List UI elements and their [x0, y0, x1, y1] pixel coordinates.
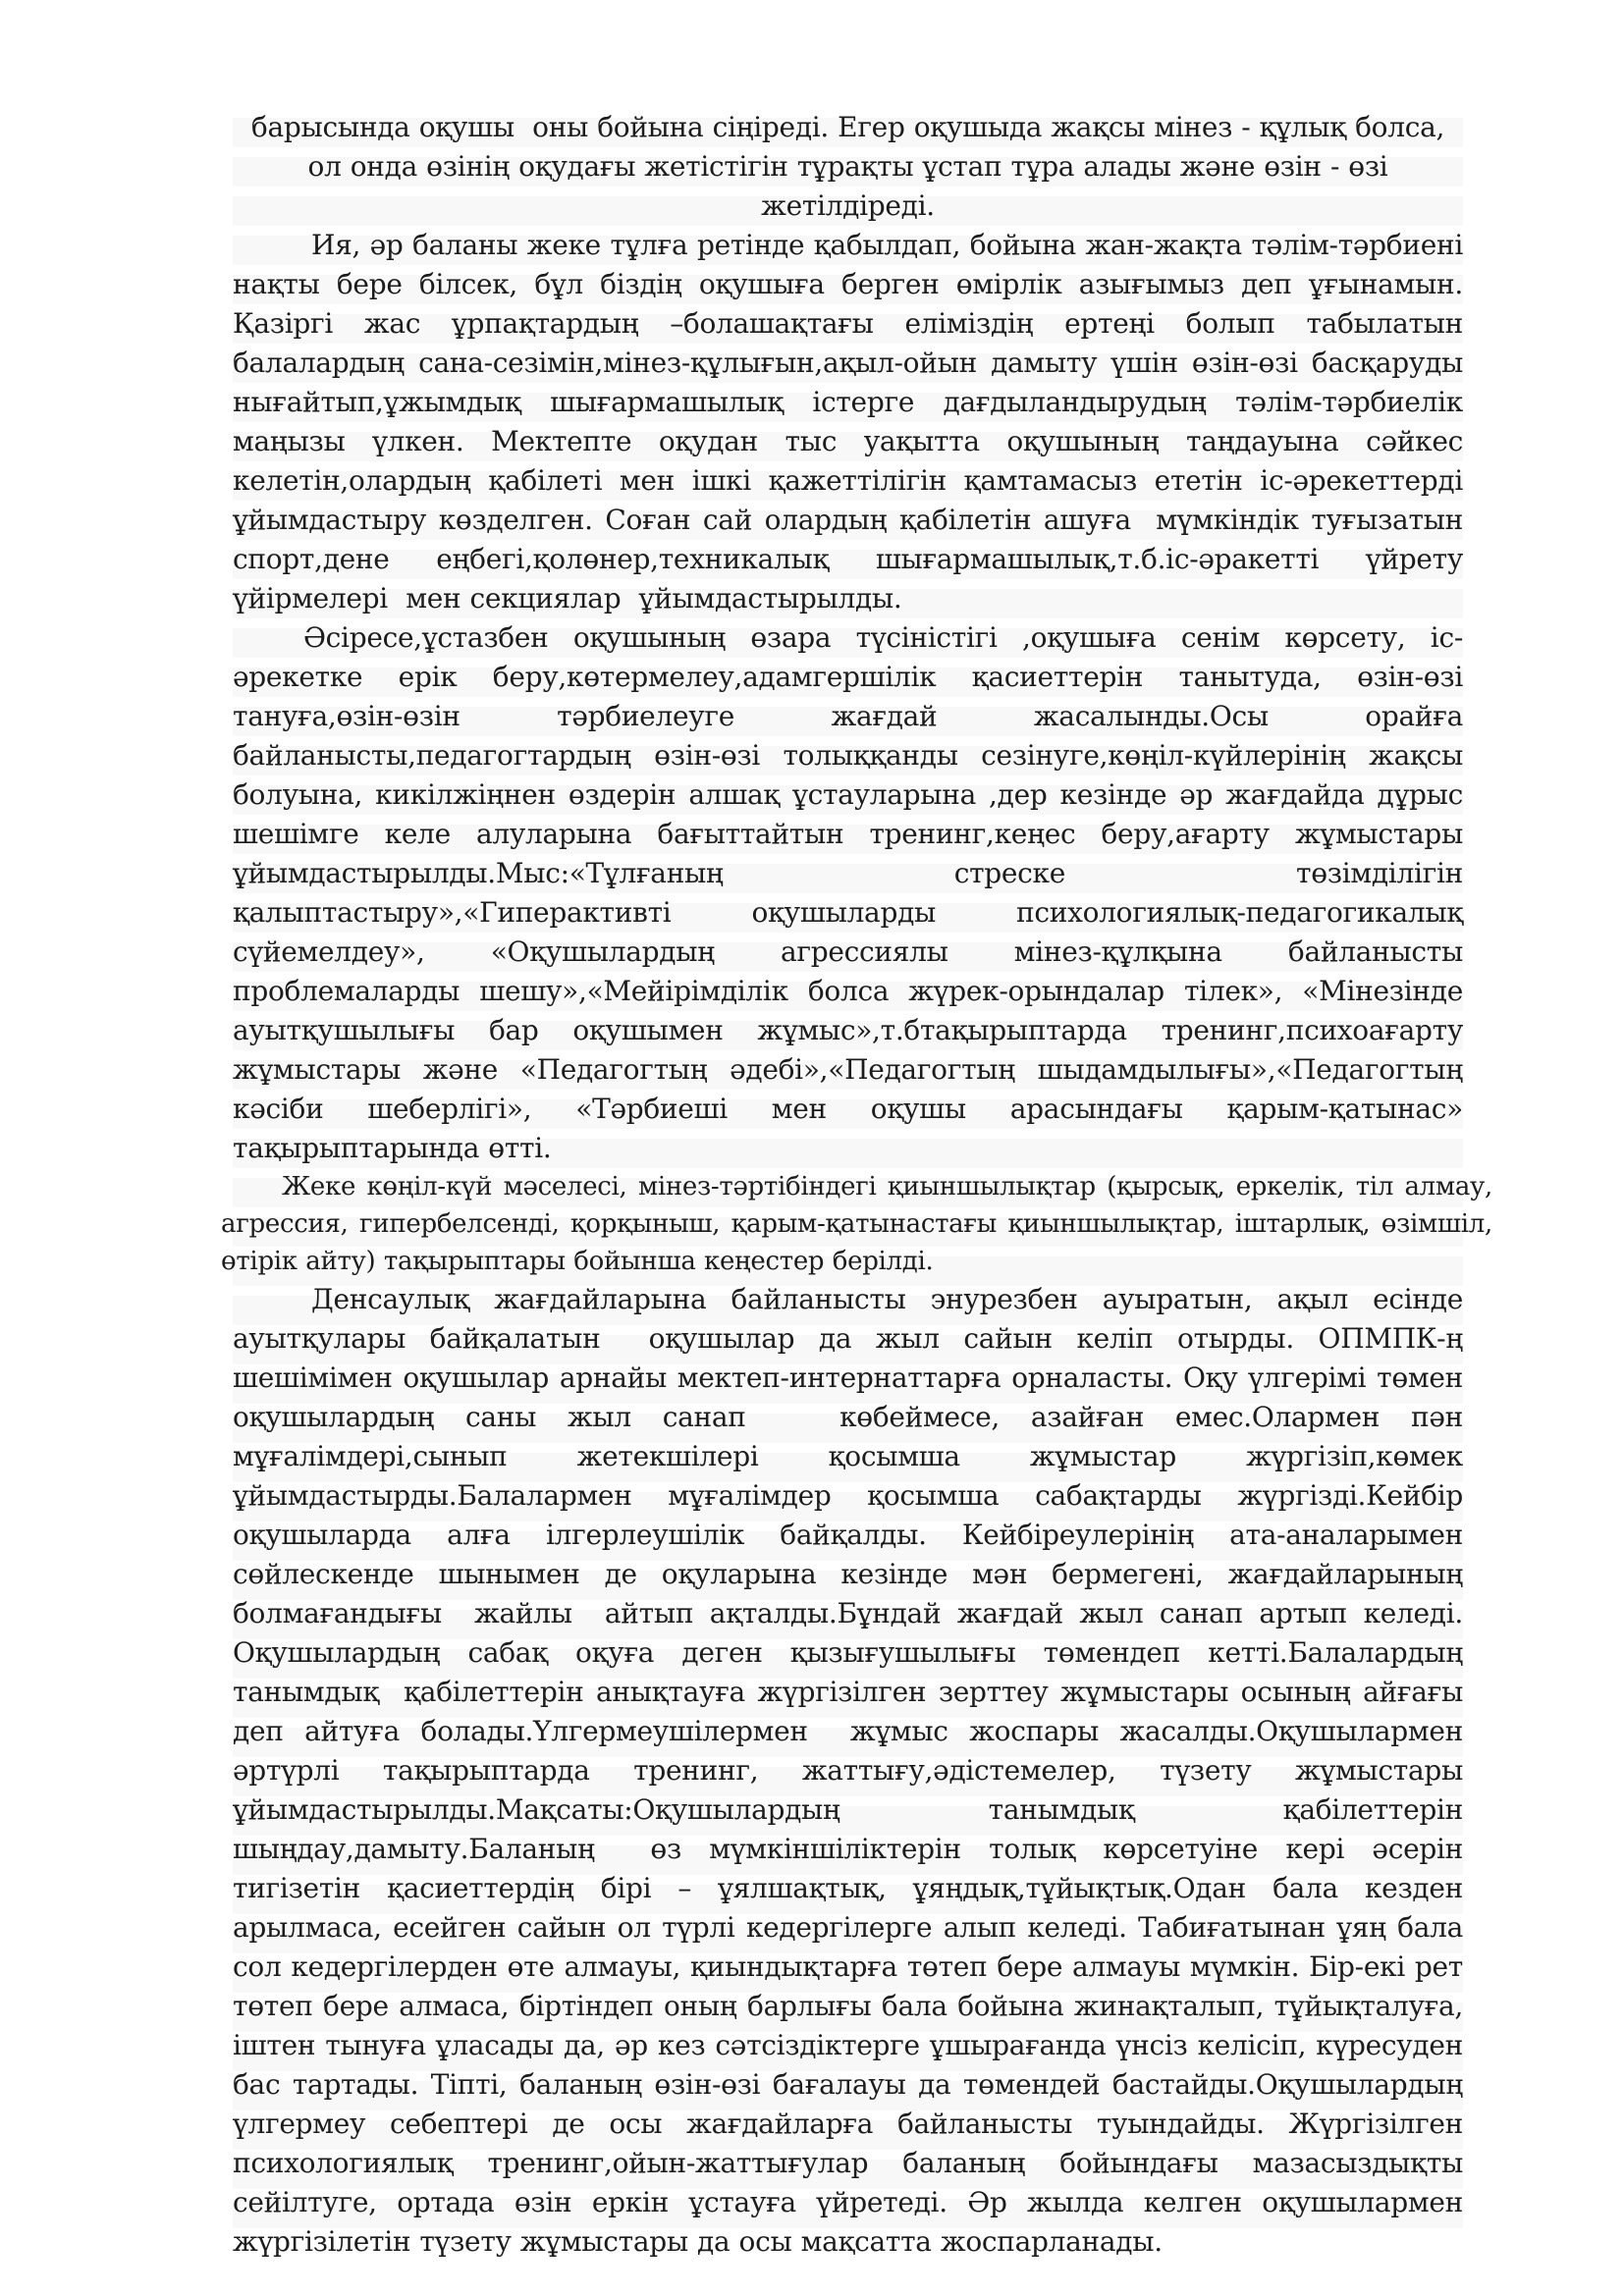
paragraph-body-4: Денсаулық жағдайларына байланысты энурезбен ауыратын, ақыл есінде ауытқулары байқалатын оқушылар да жыл сайын келіп отырды. ОПМПК-ң шешімімен оқушылар арнайы мектеп-интернаттарға орналасты. Оқу үлгерімі төмен оқушылардың саны жыл санап көбеймесе, азайған емес.Олармен пән мұғалімдері,сынып жетекшілері қосымша жұмыстар жүргізіп,көмек ұйымдастырды.Балалармен мұғалімдер қосымша сабақтарды жүргізді.Кейбір оқушыларда алға ілгерлеушілік байқалды. Кейбіреулерінің ата-аналарымен сөйлескенде шынымен де оқуларына кезінде мән бермегені, жағдайларының болмағандығы жайлы айтып ақталды.Бұндай жағдай жыл санап артып келеді. Оқушылардың сабақ оқуға деген қызығушылығы төмендеп кетті.Балалардың танымдық қабілеттерін анықтауға жүргізілген зерттеу жұмыстары осының айғағы деп айтуға болады.Үлгермеушілермен жұмыс жоспары жасалды.Оқушылармен әртүрлі тақырыптарда тренинг, жаттығу,әдістемелер, түзету жұмыстары ұйымдастырылды.Мақсаты:Оқушылардың танымдық қабілеттерін шыңдау,дамыту.Баланың өз мүмкіншіліктерін толық көрсетуіне кері әсерін тигізетін қасиеттердің бірі – ұялшақтық, ұяңдық,тұйықтық.Одан бала кезден арылмаса, есейген сайын ол түрлі кедергілерге алып келеді. Табиғатынан ұяң бала сол кедергілерден өте алмауы, қиындықтарға төтеп бере алмауы мүмкін. Бір-екі рет төтеп бере алмаса, біртіндеп оның барлығы бала бойына жинақталып, тұйықталуға, іштен тынуға ұласады да, әр кез сәтсіздіктерге ұшырағанда үнсіз келісіп, күресуден бас тартады. Тіпті, баланың өзін-өзі бағалауы да төмендей бастайды.Оқушылардың үлгермеу себептері де осы жағдайларға байланысты туындайды. Жүргізілген психологиялық тренинг,ойын-жаттығулар баланың бойындағы мазасыздықты сейілтуге, ортада өзін еркін ұстауға үйретеді. Әр жылда келген оқушылармен жүргізілетін түзету жұмыстары да осы мақсатта жоспарланады.	[233, 1283, 1463, 2258]
paragraph-body-1: Ия, әр баланы жеке тұлға ретінде қабылдап, бойына жан-жақта тәлім-тәрбиені нақты бере білсек, бұл біздің оқушыға берген өмірлік азығымыз деп ұғынамын. Қазіргі жас ұрпақтардың –болашақтағы еліміздің ертеңі болып табылатын балалардың сана-сезімін,мінез-құлығын,ақыл-ойын дамыту үшін өзін-өзі басқаруды нығайтып,ұжымдық шығармашылық істерге дағдыландырудың тәлім-тәрбиелік маңызы үлкен. Мектепте оқудан тыс уақытта оқушының таңдауына сәйкес келетін,олардың қабілеті мен ішкі қажеттілігін қамтамасыз ететін іс-әрекеттерді ұйымдастыру көзделген. Соған сай олардың қабілетін ашуға мүмкіндік туғызатын спорт,дене еңбегі,қолөнер,техникалық шығармашылық,т.б.іс-әракетті үйрету үйірмелері мен секциялар ұйымдастырылды.	[233, 229, 1463, 614]
paragraph-continuation: барысында оқушы оны бойына сіңіреді. Егер оқушыда жақсы мінез - құлық болса, ол онда өзінің оқудағы жетістігін тұрақты ұстап тұра алады және өзін - өзі жетілдіреді.	[250, 111, 1445, 222]
paragraph-body-2: Әсіресе,ұстазбен оқушының өзара түсіністігі ,оқушыға сенім көрсету, іс-әрекетке ерік беру,көтермелеу,адамгершілік қасиеттерін танытуда, өзін-өзі тануға,өзін-өзін тәрбиелеуге жағдай жасалынды.Осы орайға байланысты,педагогтардың өзін-өзі толыққанды сезінуге,көңіл-күйлерінің жақсы болуына, кикілжіңнен өздерін алшақ ұстауларына ,дер кезінде әр жағдайда дұрыс шешімге келе алуларына бағыттайтын тренинг,кеңес беру,ағарту жұмыстары ұйымдастырылды.Мыс:«Тұлғаның стреске төзімділігін қалыптастыру»,«Гиперактивті оқушыларды психологиялық-педагогикалық сүйемелдеу», «Оқушылардың агрессиялы мінез-құлқына байланысты проблемаларды шешу»,«Мейірімділік болса жүрек-орындалар тілек», «Мінезінде ауытқушылығы бар оқушымен жұмыс»,т.бтақырыптарда тренинг,психоағарту жұмыстары және «Педагогтың әдебі»,«Педагогтың шыдамдылығы»,«Педагогтың кәсіби шеберлігі», «Тәрбиеші мен оқушы арасындағы қарым-қатынас» тақырыптарында өтті.	[233, 621, 1463, 1164]
paragraph-body-3: Жеке көңіл-күй мәселесі, мінез-тәртібіндегі қиыншылықтар (қырсық, еркелік, тіл алмау, агрессия, гипербелсенді, қорқыныш, қарым-қатынастағы қиыншылықтар, іштарлық, өзімшіл, өтірік айту) тақырыптары бойынша кеңестер берілді.	[221, 1172, 1492, 1276]
